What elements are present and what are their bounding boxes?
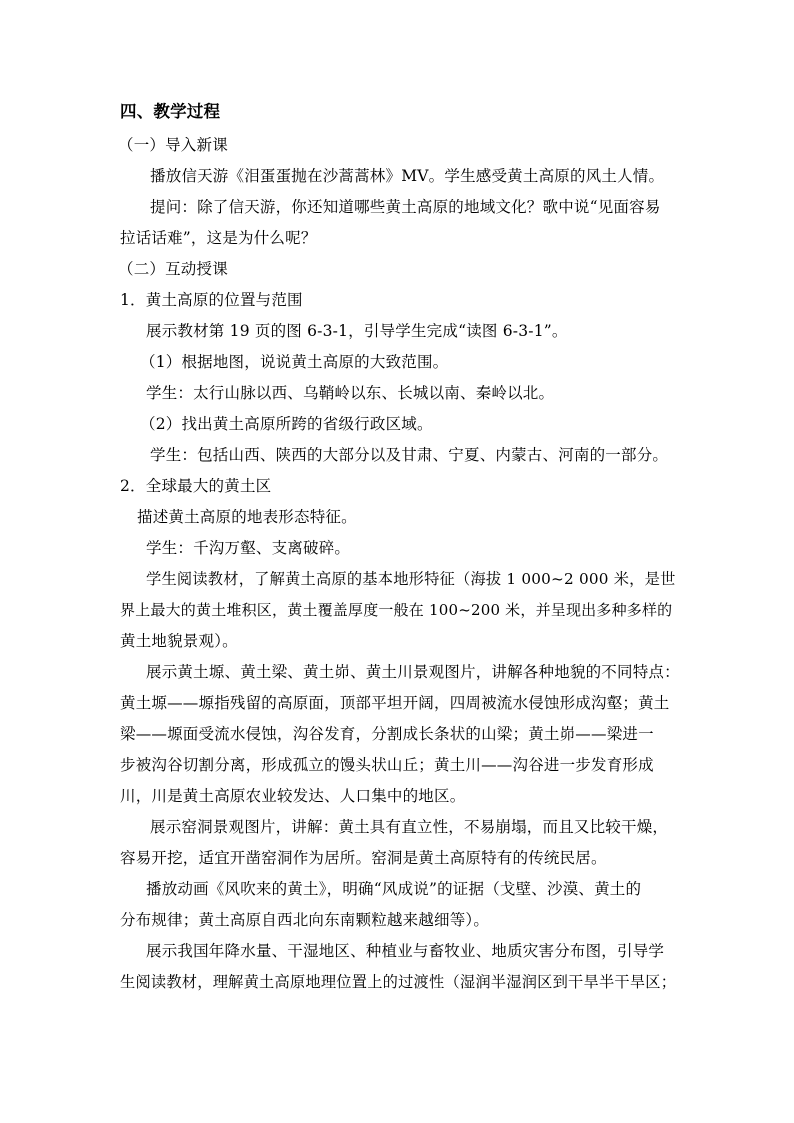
paragraph-line: 梁——塬面受流水侵蚀，沟谷发育，分割成长条状的山梁；黄土峁——梁进一: [120, 725, 654, 743]
paragraph-line: 学生阅读教材，了解黄土高原的基本地形特征（海拔 1 000~2 000 米，是世: [146, 570, 676, 588]
paragraph-line: 播放信天游《泪蛋蛋抛在沙蒿蒿林》MV。学生感受黄土高原的风土人情。: [150, 167, 665, 185]
paragraph-line: 分布规律；黄土高原自西北向东南颗粒越来越细等）。: [120, 911, 490, 929]
paragraph-line: 展示教材第 19 页的图 6-3-1，引导学生完成“读图 6-3-1”。: [146, 322, 568, 340]
paragraph-line: 展示黄土塬、黄土梁、黄土峁、黄土川景观图片，讲解各种地貌的不同特点：: [146, 663, 680, 681]
answer-line: 学生：太行山脉以西、乌鞘岭以东、长城以南、秦岭以北。: [146, 384, 555, 402]
numbered-heading: 2．全球最大的黄土区: [120, 477, 272, 495]
answer-line: 学生：千沟万壑、支离破碎。: [146, 539, 351, 557]
subsection-heading: （一）导入新课: [118, 136, 228, 154]
subsection-heading: （二）互动授课: [118, 260, 228, 278]
paragraph-line: 播放动画《风吹来的黄土》，明确“风成说”的证据（戈壁、沙漠、黄土的: [146, 880, 642, 898]
paragraph-line: 川，川是黄土高原农业较发达、人口集中的地区。: [120, 787, 466, 805]
answer-line: 学生：包括山西、陕西的大部分以及甘肃、宁夏、内蒙古、河南的一部分。: [150, 446, 669, 464]
paragraph-line: 展示窑洞景观图片，讲解：黄土具有直立性，不易崩塌，而且又比较干燥，: [150, 818, 669, 836]
paragraph-line: 展示我国年降水量、干湿地区、种植业与畜牧业、地质灾害分布图，引导学: [146, 942, 665, 960]
paragraph-line: 黄土地貌景观）。: [120, 632, 238, 650]
paragraph-line: 界上最大的黄土堆积区，黄土覆盖厚度一般在 100~200 米，并呈现出多种多样的: [120, 601, 673, 619]
paragraph-line: 描述黄土高原的地表形态特征。: [137, 508, 357, 526]
paragraph-line: 拉话话难”，这是为什么呢？: [120, 229, 317, 247]
paragraph-line: 容易开挖，适宜开凿窑洞作为居所。窑洞是黄土高原特有的传统民居。: [120, 849, 607, 867]
section-heading: 四、教学过程: [120, 102, 221, 121]
paragraph-line: 生阅读教材，理解黄土高原地理位置上的过渡性（湿润半湿润区到干旱半干旱区；: [120, 973, 677, 991]
paragraph-line: 黄土塬——塬指残留的高原面，顶部平坦开阔，四周被流水侵蚀形成沟壑；黄土: [120, 694, 670, 712]
question-line: （1）根据地图，说说黄土高原的大致范围。: [140, 353, 449, 371]
paragraph-line: 步被沟谷切割分离，形成孤立的馒头状山丘；黄土川——沟谷进一步发育形成: [120, 756, 654, 774]
question-line: （2）找出黄土高原所跨的省级行政区域。: [140, 415, 433, 433]
numbered-heading: 1．黄土高原的位置与范围: [120, 291, 303, 309]
paragraph-line: 提问：除了信天游，你还知道哪些黄土高原的地域文化？歌中说“见面容易: [150, 198, 661, 216]
